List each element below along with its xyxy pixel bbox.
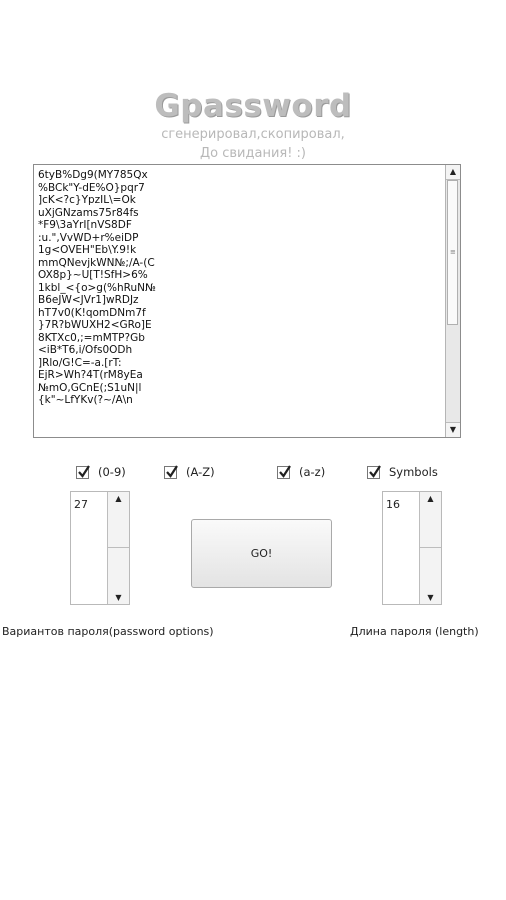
scroll-down-icon[interactable]: ▼ [446, 422, 460, 437]
password-length-spinner[interactable] [382, 491, 442, 605]
scrollbar-thumb[interactable] [447, 180, 458, 325]
password-count-scrollbar[interactable] [107, 492, 129, 604]
logo-title: Gpassword [154, 88, 352, 124]
password-list-text[interactable]: 6tyB%Dg9(MY785Qx %BCk"Y-dE%O}pqr7 ]cK<?c}YpzIL\=Ok uXjGNzams75r84fs *F9\3aYrI[nVS8DF :u.",VvWD+r%eiDP 1g<OVEH"Eb\Y.9!k mmQNevjkWN№;/A-(C OX8p}~U[T!SfH>6% 1kbl_<{o>g(%hRuN№ B6eJW<JVr1]wRDJz hT7v0(K!qomDNm7f }7R?bWUXH2<GRo]E 8KTXc0,;=mMTP?Gb <iB*T6,i/Ofs0ODh ]Rlo/G!C=-a.[rT: EjR>Wh?4T(rM8yEa №mO,GCnE(;S1uN|l {k"~LfYKv(?~/A\n [38, 169, 156, 406]
symbols-checkbox[interactable] [367, 465, 438, 479]
checkmark-icon[interactable] [277, 466, 290, 479]
password-output-textarea[interactable] [33, 164, 461, 438]
scroll-up-icon[interactable]: ▲ [446, 165, 460, 180]
chevron-up-icon[interactable]: ▲ [108, 492, 129, 548]
logo-subtitle-line2: До свидания! :) [199, 146, 307, 161]
symbols-label: Symbols [389, 465, 438, 479]
uppercase-label: (A-Z) [186, 465, 215, 479]
checkmark-icon[interactable] [367, 466, 380, 479]
lowercase-checkbox[interactable] [277, 465, 325, 479]
password-count-value[interactable]: 27 [74, 498, 88, 511]
lowercase-label: (a-z) [299, 465, 326, 479]
chevron-up-icon[interactable]: ▲ [420, 492, 441, 548]
character-options [0, 465, 506, 485]
uppercase-checkbox[interactable] [164, 465, 215, 479]
password-count-label: Вариантов пароля(password options) [2, 625, 214, 638]
password-length-label: Длина пароля (length) [350, 625, 479, 638]
textarea-scrollbar[interactable] [445, 165, 460, 437]
chevron-down-icon[interactable]: ▼ [115, 593, 122, 602]
logo-subtitle-line1: сгенерировал,скопировал, [161, 127, 345, 142]
checkmark-icon[interactable] [76, 466, 89, 479]
password-length-value[interactable]: 16 [386, 498, 400, 511]
grip-icon: ≡ [450, 248, 456, 256]
digits-checkbox[interactable] [76, 465, 126, 479]
password-count-spinner[interactable] [70, 491, 130, 605]
password-length-scrollbar[interactable] [419, 492, 441, 604]
app-logo [0, 88, 506, 162]
chevron-down-icon[interactable]: ▼ [427, 593, 434, 602]
digits-label: (0-9) [98, 465, 126, 479]
checkmark-icon[interactable] [164, 466, 177, 479]
go-button[interactable]: GO! [191, 519, 332, 588]
